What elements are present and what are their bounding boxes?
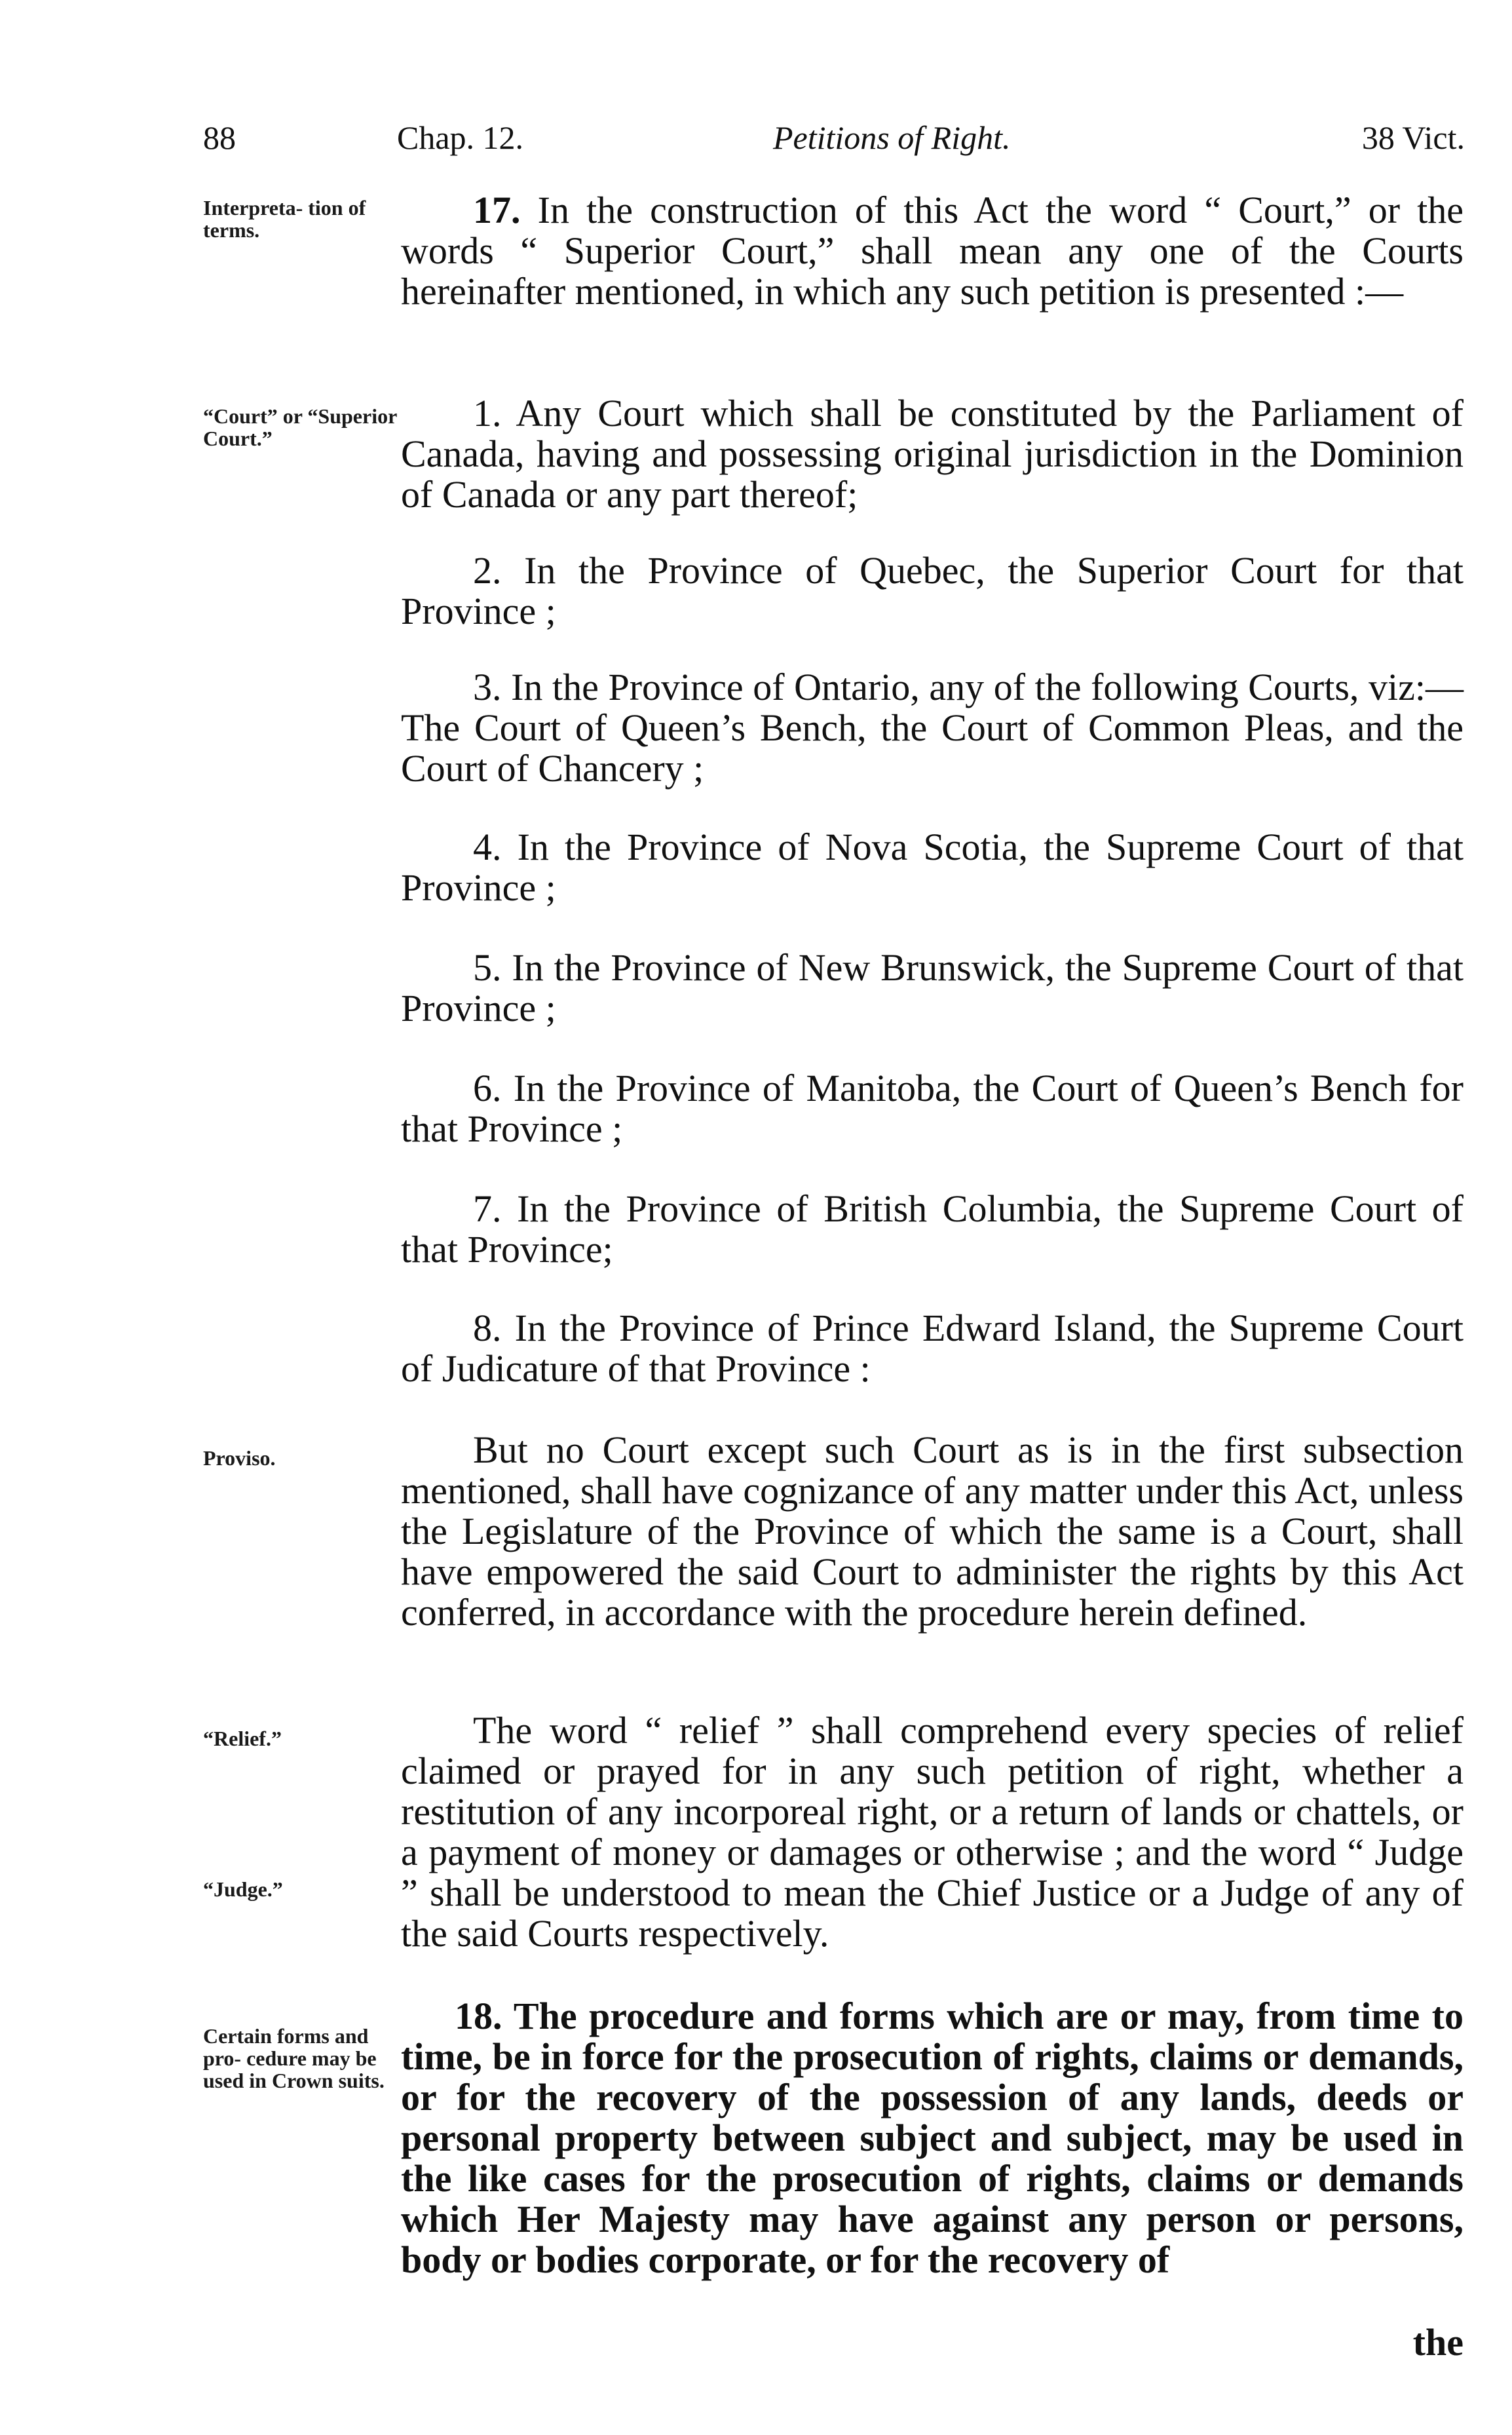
list-item [401,550,1464,632]
regnal-year: 38 Vict. [1361,119,1465,156]
page-number: 88 [203,119,236,156]
section-number: 17. [473,189,521,231]
list-item [401,827,1464,908]
margin-note-interpretation: Interpreta- tion of terms. [203,196,366,242]
list-item-text: 3. In the Province of Ontario, any of the following Courts, viz:—The Court of Queen’s Bench, the Court of Common Pleas, and the Court of Chancery ; [401,666,1464,790]
proviso-paragraph [401,1430,1464,1633]
margin-note-relief: “Relief.” [203,1727,282,1750]
list-item [401,1068,1464,1149]
margin-note-certain-forms: Certain forms and pro- cedure may be used in Crown suits. [203,2024,385,2092]
chapter-label: Chap. 12. [397,119,524,156]
proviso-text: But no Court except such Court as is in the first subsection mentioned, shall have cognizance of any matter under this Act, unless the Legislature of the Province of which the same is a Court, shall have empowered the said Court to administer the rights by this Act conferred, in accordance with the procedure herein defined. [401,1428,1464,1634]
section-number: 18. [455,1995,502,2037]
section-18 [401,1996,1464,2280]
section-text: The procedure and forms which are or may, from time to time, be in force for the prosecution of rights, claims or demands, or for the recovery of the possession of any lands, deeds or personal property between subject and subject, may be used in the like cases for the prosecution of rights, claims or demands which Her Majesty may have against any person or persons, body or bodies corporate, or for the recovery of [401,1995,1464,2281]
list-item-text: 7. In the Province of British Columbia, the Supreme Court of that Province; [401,1187,1464,1271]
list-item [401,948,1464,1029]
section-17 [401,190,1464,312]
margin-note-court: “Court” or “Superior Court.” [203,404,397,450]
list-item-text: 5. In the Province of New Brunswick, the Supreme Court of that Province ; [401,946,1464,1029]
running-header [203,117,1465,159]
list-item-text: 4. In the Province of Nova Scotia, the Supreme Court of that Province ; [401,826,1464,909]
list-item [401,393,1464,515]
list-item-text: 8. In the Province of Prince Edward Island, the Supreme Court of Judicature of that Province : [401,1307,1464,1390]
margin-note-judge: “Judge.” [203,1877,283,1901]
catchword [401,2322,1464,2363]
catchword-text: the [1412,2321,1464,2364]
relief-text: The word “ relief ” shall comprehend every species of relief claimed or prayed for in any such petition of right, whether a restitution of any incorporeal right, or a return of lands or chattels, or a payment of money or damages or otherwise ; and the word “ Judge ” shall be understood to mean the Chief Justice or a Judge of any of the said Courts respectively. [401,1709,1464,1955]
running-title: Petitions of Right. [773,119,1011,156]
section-text: In the construction of this Act the word “ Court,” or the words “ Superior Court,” shall mean any one of the Courts hereinafter mentioned, in which any such petition is presented :— [401,189,1464,313]
list-item-text: 2. In the Province of Quebec, the Superior Court for that Province ; [401,549,1464,632]
list-item [401,1189,1464,1270]
list-item-text: 1. Any Court which shall be constituted by the Parliament of Canada, having and possessing original jurisdiction in the Dominion of Canada or any part thereof; [401,392,1464,516]
margin-note-proviso: Proviso. [203,1446,276,1470]
relief-paragraph [401,1710,1464,1954]
list-item-text: 6. In the Province of Manitoba, the Court of Queen’s Bench for that Province ; [401,1067,1464,1150]
list-item [401,1308,1464,1389]
list-item [401,667,1464,789]
